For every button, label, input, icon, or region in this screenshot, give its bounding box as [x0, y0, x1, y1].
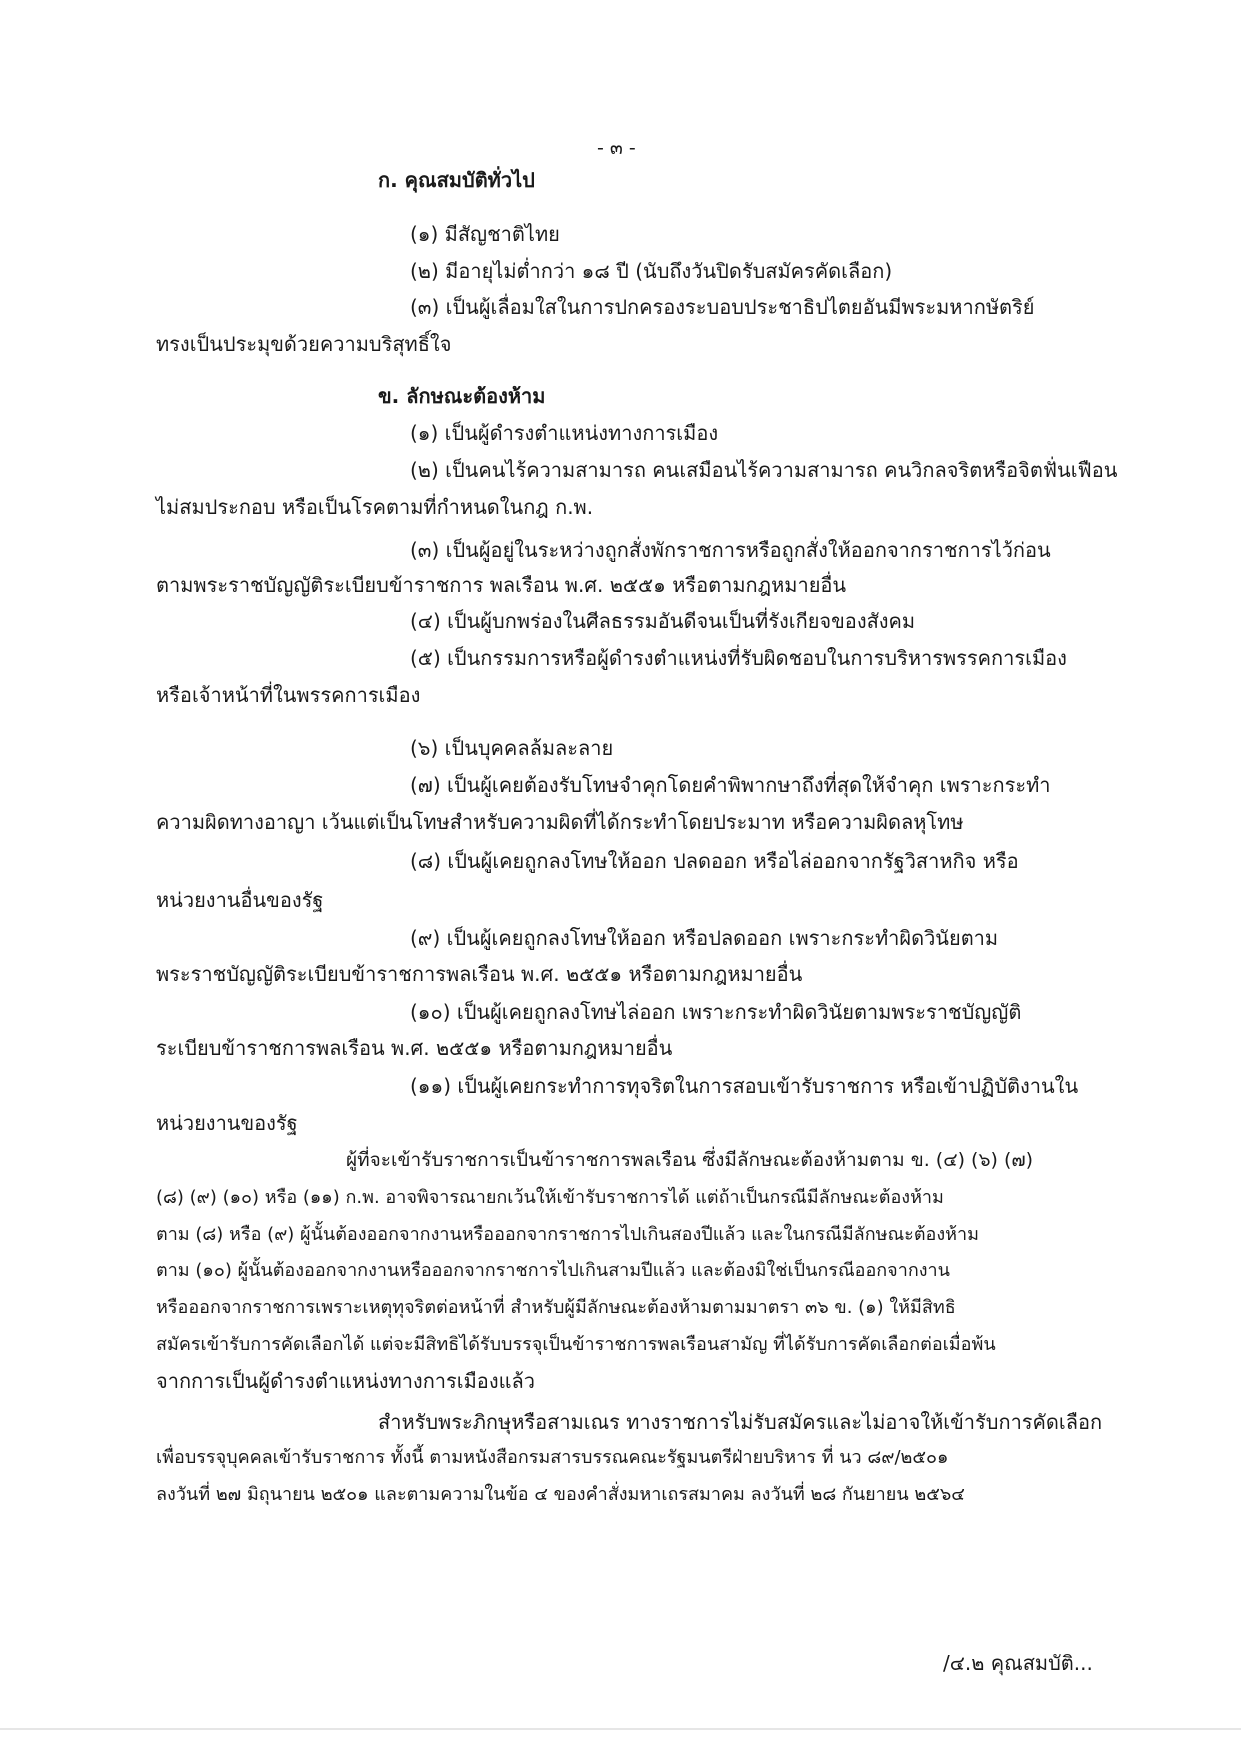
section-b-line: ไม่สมประกอบ หรือเป็นโรคตามที่กำหนดในกฎ ก.พ.: [156, 495, 594, 519]
section-b-line: ระเบียบข้าราชการพลเรือน พ.ศ. ๒๕๕๑ หรือตามกฎหมายอื่น: [156, 1036, 673, 1060]
section-b-heading: ข. ลักษณะต้องห้าม: [378, 384, 546, 408]
section-b-line: (๔) เป็นผู้บกพร่องในศีลธรรมอันดีจนเป็นที่รังเกียจของสังคม: [410, 609, 916, 633]
paragraph-2-line: เพื่อบรรจุบุคคลเข้ารับราชการ ทั้งนี้ ตามหนังสือกรมสารบรรณคณะรัฐมนตรีฝ่ายบริหาร ที่ นว ๘๙/๒๕๐๑: [156, 1447, 949, 1468]
section-b-line: (๑) เป็นผู้ดำรงตำแหน่งทางการเมือง: [410, 421, 719, 445]
page-bottom-edge: [0, 1728, 1241, 1730]
section-a-heading: ก. คุณสมบัติทั่วไป: [378, 168, 535, 192]
section-a-item-2: (๒) มีอายุไม่ต่ำกว่า ๑๘ ปี (นับถึงวันปิดรับสมัครคัดเลือก): [410, 259, 893, 283]
section-b-line: ความผิดทางอาญา เว้นแต่เป็นโทษสำหรับความผิดที่ได้กระทำโดยประมาท หรือความผิดลหุโทษ: [156, 810, 964, 834]
paragraph-1-line: ผู้ที่จะเข้ารับราชการเป็นข้าราชการพลเรือน ซึ่งมีลักษณะต้องห้ามตาม ข. (๔) (๖) (๗): [346, 1149, 1034, 1171]
section-b-line: (๑๑) เป็นผู้เคยกระทำการทุจริตในการสอบเข้ารับราชการ หรือเข้าปฏิบัติงานใน: [410, 1074, 1079, 1098]
section-b-line: พระราชบัญญัติระเบียบข้าราชการพลเรือน พ.ศ. ๒๕๕๑ หรือตามกฎหมายอื่น: [156, 962, 803, 986]
continuation-note: /๔.๒ คุณสมบัติ...: [943, 1651, 1093, 1675]
paragraph-1-line: ตาม (๘) หรือ (๙) ผู้นั้นต้องออกจากงานหรือออกจากราชการไปเกินสองปีแล้ว และในกรณีมีลักษณะต้องห้าม: [156, 1224, 979, 1245]
paragraph-1-line: จากการเป็นผู้ดำรงตำแหน่งทางการเมืองแล้ว: [156, 1369, 535, 1393]
section-b-line: (๒) เป็นคนไร้ความสามารถ คนเสมือนไร้ความสามารถ คนวิกลจริตหรือจิตฟั่นเฟือน: [410, 458, 1118, 482]
section-a-item-1: (๑) มีสัญชาติไทย: [410, 222, 560, 246]
paragraph-1-line: ตาม (๑๐) ผู้นั้นต้องออกจากงานหรือออกจากราชการไปเกินสามปีแล้ว และต้องมิใช่เป็นกรณีออกจากงาน: [156, 1260, 950, 1281]
page-number: - ๓ -: [597, 137, 636, 159]
section-b-line: (๖) เป็นบุคคลล้มละลาย: [410, 736, 614, 760]
section-b-line: หรือเจ้าหน้าที่ในพรรคการเมือง: [156, 683, 421, 707]
paragraph-2-line: ลงวันที่ ๒๗ มิถุนายน ๒๕๐๑ และตามความในข้อ ๔ ของคำสั่งมหาเถรสมาคม ลงวันที่ ๒๘ กันยายน ๒๕๖๔: [156, 1484, 965, 1505]
paragraph-2-line: สำหรับพระภิกษุหรือสามเณร ทางราชการไม่รับสมัครและไม่อาจให้เข้ารับการคัดเลือก: [378, 1410, 1103, 1434]
section-b-line: หน่วยงานอื่นของรัฐ: [156, 888, 324, 912]
section-b-line: (๙) เป็นผู้เคยถูกลงโทษให้ออก หรือปลดออก เพราะกระทำผิดวินัยตาม: [410, 926, 999, 950]
paragraph-1-line: หรือออกจากราชการเพราะเหตุทุจริตต่อหน้าที่ สำหรับผู้มีลักษณะต้องห้ามตามมาตรา ๓๖ ข. (๑) ให้มีสิทธิ: [156, 1297, 956, 1318]
section-a-item-3: (๓) เป็นผู้เลื่อมใสในการปกครองระบอบประชาธิปไตยอันมีพระมหากษัตริย์: [410, 295, 1035, 319]
section-b-line: (๕) เป็นกรรมการหรือผู้ดำรงตำแหน่งที่รับผิดชอบในการบริหารพรรคการเมือง: [410, 646, 1067, 670]
section-b-line: (๗) เป็นผู้เคยต้องรับโทษจำคุกโดยคำพิพากษาถึงที่สุดให้จำคุก เพราะกระทำ: [410, 773, 1051, 797]
section-b-line: หน่วยงานของรัฐ: [156, 1111, 298, 1135]
section-a-item-3-cont: ทรงเป็นประมุขด้วยความบริสุทธิ์ใจ: [156, 332, 452, 356]
paragraph-1-line: (๘) (๙) (๑๐) หรือ (๑๑) ก.พ. อาจพิจารณายกเว้นให้เข้ารับราชการได้ แต่ถ้าเป็นกรณีมีลักษณะต้องห้าม: [156, 1187, 944, 1208]
section-b-line: (๑๐) เป็นผู้เคยถูกลงโทษไล่ออก เพราะกระทำผิดวินัยตามพระราชบัญญัติ: [410, 1000, 1022, 1024]
section-b-line: ตามพระราชบัญญัติระเบียบข้าราชการ พลเรือน พ.ศ. ๒๕๕๑ หรือตามกฎหมายอื่น: [156, 573, 847, 597]
paragraph-1-line: สมัครเข้ารับการคัดเลือกได้ แต่จะมีสิทธิได้รับบรรจุเป็นข้าราชการพลเรือนสามัญ ที่ได้รับการคัดเลือกต่อเมื่อพ้น: [156, 1334, 996, 1355]
section-b-line: (๘) เป็นผู้เคยถูกลงโทษให้ออก ปลดออก หรือไล่ออกจากรัฐวิสาหกิจ หรือ: [410, 849, 1019, 873]
section-b-line: (๓) เป็นผู้อยู่ในระหว่างถูกสั่งพักราชการหรือถูกสั่งให้ออกจากราชการไว้ก่อน: [410, 538, 1051, 562]
